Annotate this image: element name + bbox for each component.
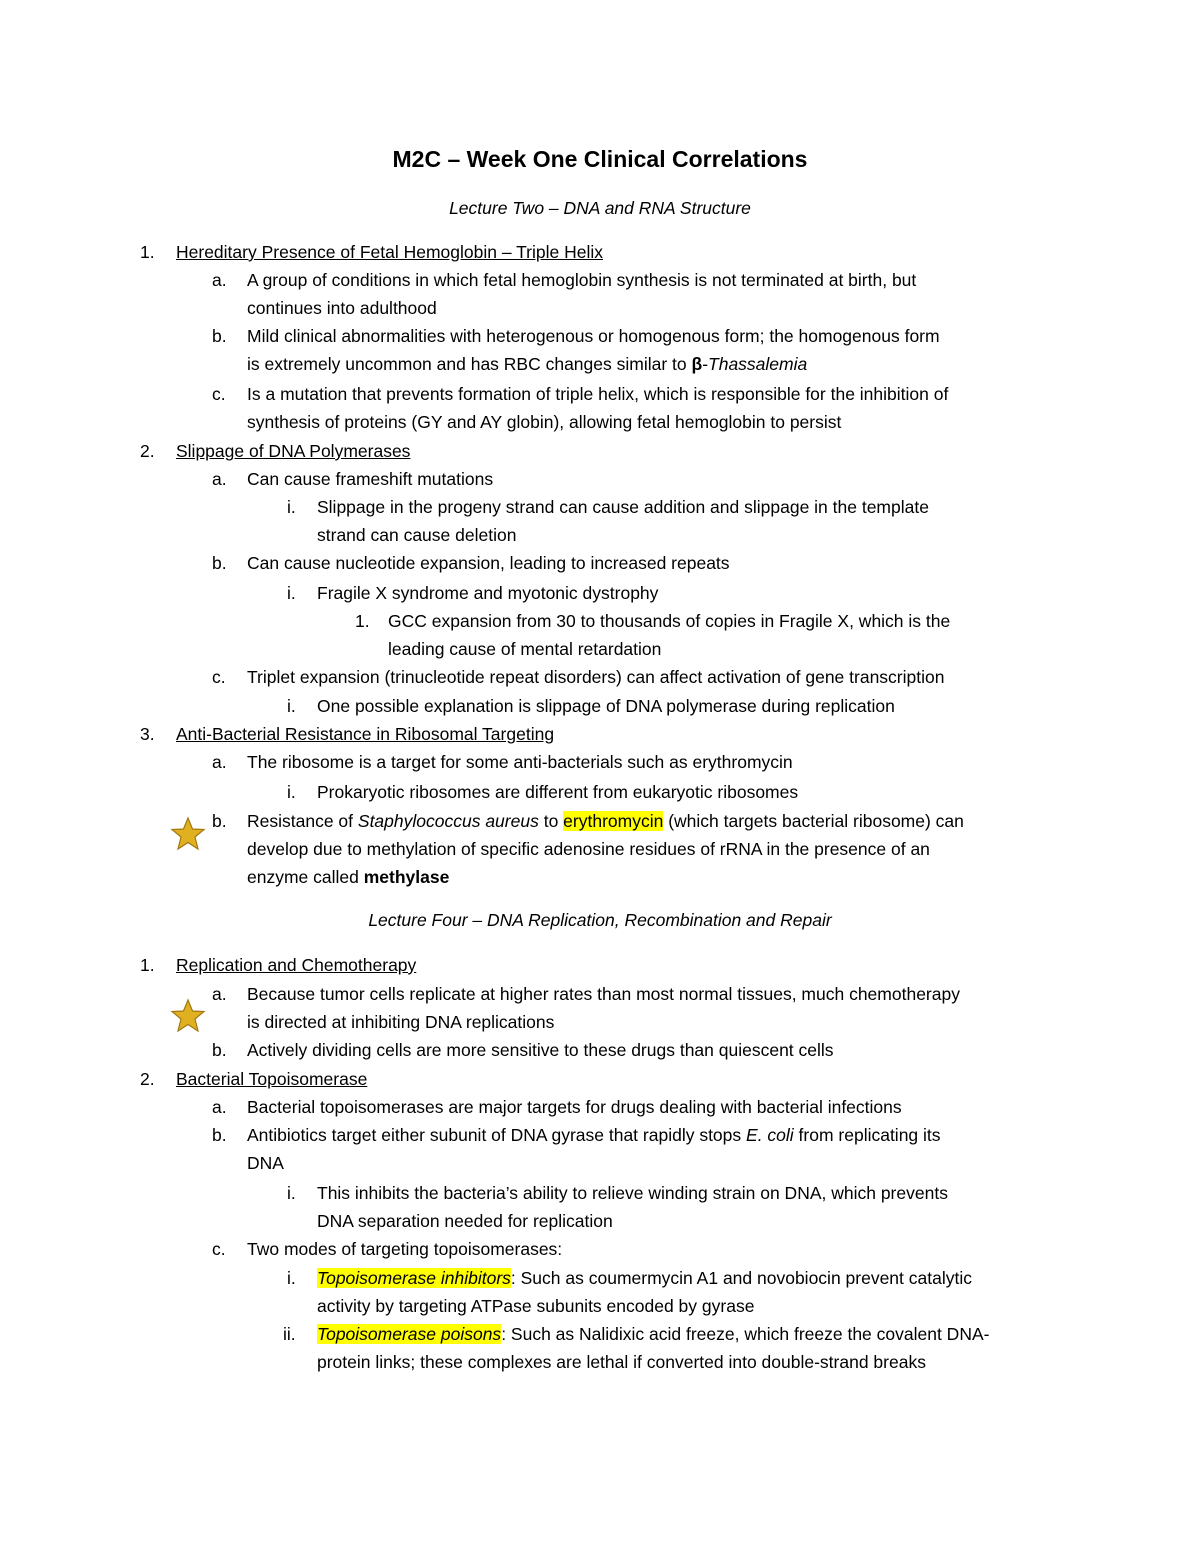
list-text-continuation: DNA xyxy=(247,1153,284,1173)
list-text-continuation: strand can cause deletion xyxy=(317,525,517,545)
italic-term: E. coli xyxy=(746,1125,794,1145)
text-run: Antibiotics target either subunit of DNA gyrase that rapidly stops xyxy=(247,1125,747,1145)
text-run: - xyxy=(702,354,709,374)
star-icon xyxy=(170,998,206,1034)
list-text: Mild clinical abnormalities with heterogenous or homogenous form; the homogenous form xyxy=(247,326,940,346)
list-text xyxy=(247,1121,941,1150)
list-text-continuation xyxy=(247,863,449,892)
list-text xyxy=(247,807,964,836)
list-marker: b. xyxy=(212,811,227,831)
highlighted-term: erythromycin xyxy=(563,811,664,831)
lecture-four-heading: Lecture Four – DNA Replication, Recombination and Repair xyxy=(368,910,832,930)
beta-symbol: β xyxy=(691,354,703,374)
list-text: Can cause nucleotide expansion, leading to increased repeats xyxy=(247,553,730,573)
list-text: A group of conditions in which fetal hemoglobin synthesis is not terminated at birth, but xyxy=(247,270,917,290)
italic-term: Thassalemia xyxy=(708,354,808,374)
list-marker: i. xyxy=(287,497,296,517)
list-marker: i. xyxy=(287,583,296,603)
list-text: This inhibits the bacteria’s ability to relieve winding strain on DNA, which prevents xyxy=(317,1183,948,1203)
list-number: 3. xyxy=(140,724,155,744)
list-marker: b. xyxy=(212,1125,227,1145)
italic-term: Staphylococcus aureus xyxy=(357,811,539,831)
list-text xyxy=(317,1264,972,1293)
list-marker: i. xyxy=(287,1268,296,1288)
list-text: Can cause frameshift mutations xyxy=(247,469,494,489)
list-text: GCC expansion from 30 to thousands of copies in Fragile X, which is the xyxy=(388,611,951,631)
section-title: Anti-Bacterial Resistance in Ribosomal Targeting xyxy=(176,724,555,744)
text-run: Resistance of xyxy=(247,811,358,831)
text-run: (which targets bacterial ribosome) can xyxy=(663,811,964,831)
list-text-continuation: protein links; these complexes are lethal if converted into double-strand breaks xyxy=(317,1352,926,1372)
list-marker: i. xyxy=(287,1183,296,1203)
list-text: Two modes of targeting topoisomerases: xyxy=(247,1239,563,1259)
text-run: from replicating its xyxy=(793,1125,941,1145)
page-title: M2C – Week One Clinical Correlations xyxy=(392,146,808,172)
list-text-continuation: synthesis of proteins (GY and AY globin), allowing fetal hemoglobin to persist xyxy=(247,412,842,432)
list-marker: a. xyxy=(212,469,227,489)
list-text: Because tumor cells replicate at higher rates than most normal tissues, much chemotherapy xyxy=(247,984,960,1004)
list-text-continuation xyxy=(247,350,807,379)
text-run: is extremely uncommon and has RBC changes similar to xyxy=(247,354,692,374)
list-marker: a. xyxy=(212,270,227,290)
list-number: 2. xyxy=(140,1069,155,1089)
star-icon xyxy=(170,816,206,852)
list-marker: b. xyxy=(212,553,227,573)
section-title: Slippage of DNA Polymerases xyxy=(176,441,411,461)
list-text: Actively dividing cells are more sensitive to these drugs than quiescent cells xyxy=(247,1040,834,1060)
bold-term: methylase xyxy=(363,867,450,887)
list-text: Triplet expansion (trinucleotide repeat disorders) can affect activation of gene transcription xyxy=(247,667,945,687)
list-text-continuation: continues into adulthood xyxy=(247,298,437,318)
list-text-continuation: is directed at inhibiting DNA replications xyxy=(247,1012,555,1032)
list-text: Prokaryotic ribosomes are different from eukaryotic ribosomes xyxy=(317,782,799,802)
text-run: : Such as Nalidixic acid freeze, which freeze the covalent DNA- xyxy=(501,1324,990,1344)
list-text: Fragile X syndrome and myotonic dystrophy xyxy=(317,583,659,603)
text-run: enzyme called xyxy=(247,867,364,887)
list-text xyxy=(317,1320,989,1349)
list-text-continuation: activity by targeting ATPase subunits encoded by gyrase xyxy=(317,1296,755,1316)
lecture-two-heading: Lecture Two – DNA and RNA Structure xyxy=(449,198,751,218)
list-marker: c. xyxy=(212,384,226,404)
highlighted-term: Topoisomerase inhibitors xyxy=(317,1268,511,1288)
list-marker: i. xyxy=(287,782,296,802)
list-marker: c. xyxy=(212,667,226,687)
list-number: 2. xyxy=(140,441,155,461)
section-title: Bacterial Topoisomerase xyxy=(176,1069,368,1089)
section-title: Hereditary Presence of Fetal Hemoglobin – Triple Helix xyxy=(176,242,603,262)
list-text-continuation: DNA separation needed for replication xyxy=(317,1211,613,1231)
list-marker: c. xyxy=(212,1239,226,1259)
list-number: 1. xyxy=(140,242,155,262)
text-run: : Such as coumermycin A1 and novobiocin prevent catalytic xyxy=(510,1268,972,1288)
list-marker: a. xyxy=(212,752,227,772)
list-text-continuation: develop due to methylation of specific adenosine residues of rRNA in the presence of an xyxy=(247,839,930,859)
highlighted-term: Topoisomerase poisons xyxy=(317,1324,502,1344)
list-marker: 1. xyxy=(355,611,370,631)
list-marker: a. xyxy=(212,984,227,1004)
list-text: One possible explanation is slippage of DNA polymerase during replication xyxy=(317,696,895,716)
list-text: Slippage in the progeny strand can cause addition and slippage in the template xyxy=(317,497,929,517)
list-number: 1. xyxy=(140,955,155,975)
list-marker: i. xyxy=(287,696,296,716)
list-text: Is a mutation that prevents formation of triple helix, which is responsible for the inhibition of xyxy=(247,384,949,404)
list-text-continuation: leading cause of mental retardation xyxy=(388,639,662,659)
section-title: Replication and Chemotherapy xyxy=(176,955,417,975)
text-run: to xyxy=(538,811,564,831)
list-marker: b. xyxy=(212,1040,227,1060)
list-marker: a. xyxy=(212,1097,227,1117)
list-text: The ribosome is a target for some anti-bacterials such as erythromycin xyxy=(247,752,793,772)
list-marker: b. xyxy=(212,326,227,346)
list-marker: ii. xyxy=(283,1324,296,1344)
list-text: Bacterial topoisomerases are major targets for drugs dealing with bacterial infections xyxy=(247,1097,902,1117)
